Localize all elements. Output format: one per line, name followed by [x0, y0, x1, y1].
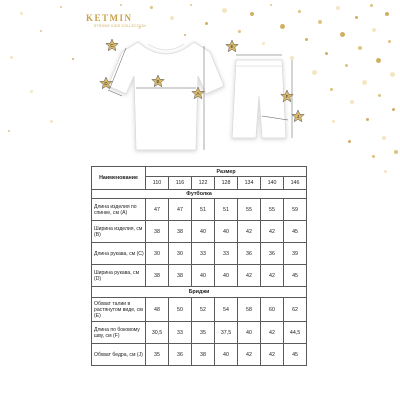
table-row: [92, 298, 307, 322]
table-cell: 35: [146, 344, 169, 366]
table-row: [92, 199, 307, 221]
table-cell: 30: [146, 243, 169, 265]
table-cell: 30,5: [146, 322, 169, 344]
table-cell: 39: [284, 243, 307, 265]
table-cell: 36: [261, 243, 284, 265]
table-cell: 40: [215, 221, 238, 243]
row-label: Длина по боковому шву, см (F): [92, 322, 146, 344]
svg-text:B: B: [156, 79, 160, 85]
section-title-tshirt: Футболка: [92, 190, 307, 199]
table-row: [92, 344, 307, 366]
table-cell: 55: [238, 199, 261, 221]
table-cell: 45: [284, 221, 307, 243]
row-label: Обхват бедра, см (J): [92, 344, 146, 366]
table-cell: 36: [169, 344, 192, 366]
brand-name: KETMIN: [86, 13, 133, 23]
table-cell: 40: [215, 344, 238, 366]
table-cell: 51: [192, 199, 215, 221]
table-cell: 36: [238, 243, 261, 265]
table-cell: 47: [146, 199, 169, 221]
table-cell: 44,5: [284, 322, 307, 344]
table-cell: 38: [192, 344, 215, 366]
table-cell: 37,5: [215, 322, 238, 344]
row-label: Длина рукава, см (C): [92, 243, 146, 265]
size-cell: 122: [192, 177, 215, 190]
table-row: [92, 322, 307, 344]
table-cell: 42: [238, 344, 261, 366]
table-cell: 42: [261, 344, 284, 366]
tshirt-icon: [108, 42, 224, 150]
name-column-header: Наименование: [92, 167, 146, 190]
table-cell: 35: [192, 322, 215, 344]
size-cell: 128: [215, 177, 238, 190]
svg-text:E: E: [230, 44, 234, 50]
marker-c: [106, 39, 118, 51]
table-row: [92, 265, 307, 287]
garment-illustration: [0, 0, 400, 160]
svg-text:F: F: [285, 94, 289, 100]
marker-j: [292, 110, 304, 122]
table-cell: 40: [192, 265, 215, 287]
table-cell: 33: [169, 322, 192, 344]
table-cell: 45: [284, 265, 307, 287]
size-table: [91, 166, 307, 366]
row-label: Длина изделия по спинке, см (А): [92, 199, 146, 221]
table-cell: 55: [261, 199, 284, 221]
table-cell: 38: [146, 265, 169, 287]
table-cell: 42: [261, 322, 284, 344]
svg-text:D: D: [104, 81, 108, 87]
size-cell: 146: [284, 177, 307, 190]
table-cell: 42: [238, 221, 261, 243]
table-cell: 33: [215, 243, 238, 265]
size-cell: 110: [146, 177, 169, 190]
marker-e: [226, 40, 238, 52]
table-cell: 40: [215, 265, 238, 287]
svg-text:A: A: [196, 91, 200, 97]
table-cell: 45: [284, 344, 307, 366]
row-label: Ширина изделия, см (B): [92, 221, 146, 243]
table-row: [92, 221, 307, 243]
table-cell: 58: [238, 298, 261, 322]
table-cell: 48: [146, 298, 169, 322]
table-cell: 42: [238, 265, 261, 287]
size-cell: 116: [169, 177, 192, 190]
table-cell: 38: [146, 221, 169, 243]
row-label: Обхват талии в растянутом виде, см (E): [92, 298, 146, 322]
table-cell: 40: [192, 221, 215, 243]
table-cell: 60: [261, 298, 284, 322]
table-cell: 33: [192, 243, 215, 265]
svg-text:J: J: [296, 114, 300, 120]
size-cell: 140: [261, 177, 284, 190]
svg-text:C: C: [110, 43, 114, 49]
table-cell: 42: [261, 221, 284, 243]
table-cell: 38: [169, 221, 192, 243]
table-cell: 59: [284, 199, 307, 221]
table-cell: 47: [169, 199, 192, 221]
shorts-icon: [232, 60, 286, 138]
table-cell: 50: [169, 298, 192, 322]
size-column-header: Размер: [146, 167, 307, 177]
table-cell: 42: [261, 265, 284, 287]
table-cell: 40: [238, 322, 261, 344]
table-cell: 30: [169, 243, 192, 265]
table-cell: 51: [215, 199, 238, 221]
row-label: Ширина рукава, см (D): [92, 265, 146, 287]
table-cell: 52: [192, 298, 215, 322]
table-row: [92, 243, 307, 265]
table-cell: 62: [284, 298, 307, 322]
table-cell: 54: [215, 298, 238, 322]
size-cell: 134: [238, 177, 261, 190]
table-cell: 38: [169, 265, 192, 287]
brand-tagline: STRONG KIDS COLLECTION: [94, 24, 147, 28]
section-title-shorts: Бриджи: [92, 287, 307, 298]
